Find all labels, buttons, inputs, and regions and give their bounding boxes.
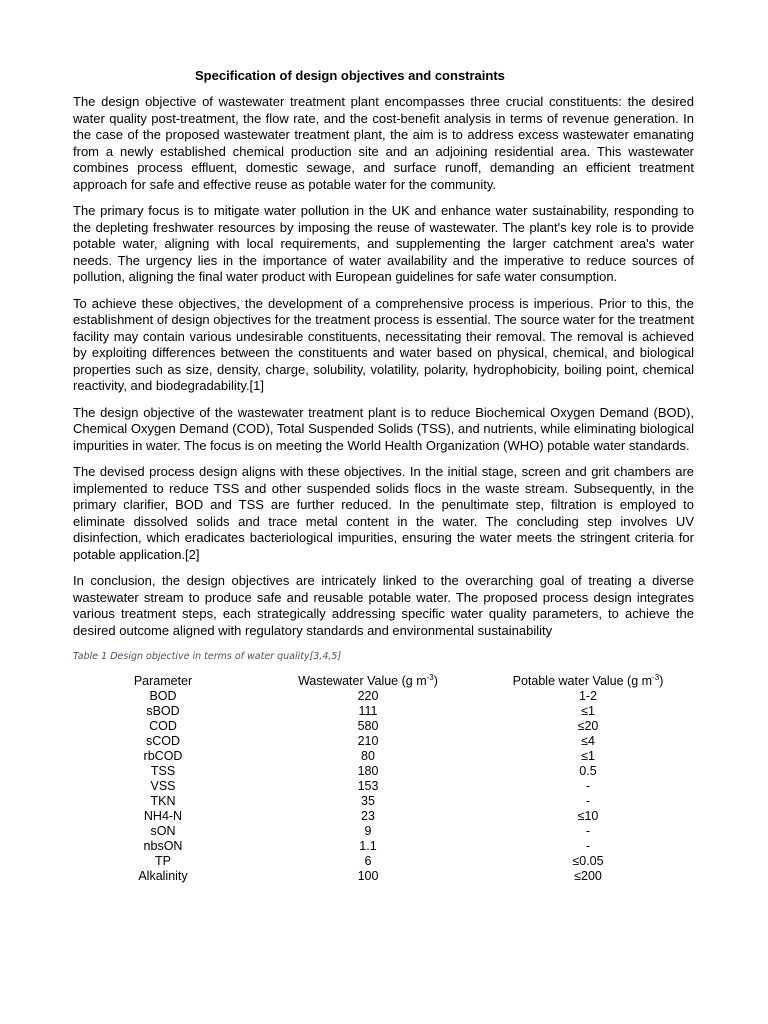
document-page	[73, 68, 694, 884]
table-row	[73, 764, 693, 779]
cell-potable: ≤4	[581, 734, 595, 748]
table-row	[73, 704, 693, 719]
cell-potable: -	[585, 794, 591, 808]
cell-parameter: sCOD	[145, 734, 181, 748]
cell-potable: ≤10	[577, 809, 599, 823]
cell-potable: 0.5	[579, 764, 597, 778]
cell-wastewater: 220	[357, 689, 379, 703]
table-row	[73, 749, 693, 764]
cell-wastewater: 111	[358, 704, 378, 718]
paragraph: In conclusion, the design objectives are intricately linked to the overarching goal of treating a diverse wastewater stream to produce safe and reusable potable water. The proposed process design integrates various treatment steps, each strategically addressing specific water quality parameters, to achieve the desired outcome aligned with regulatory standards and environmental sustainability	[73, 573, 694, 638]
cell-potable: ≤200	[574, 869, 602, 883]
cell-parameter: VSS	[150, 779, 176, 793]
paragraph: The devised process design aligns with these objectives. In the initial stage, screen and grit chambers are implemented to reduce TSS and other suspended solids flocs in the waste stream. Subsequently, in the primary clarifier, BOD and TSS are further reduced. In the penultimate step, filtration is employed to eliminate dissolved solids and trace metal content in the water. The concluding step involves UV disinfection, which eradicates bacteriological impurities, ensuring the water meets the stringent criteria for potable application.[2]	[73, 464, 694, 562]
cell-wastewater: 1.1	[359, 839, 377, 853]
cell-wastewater: 180	[357, 764, 379, 778]
cell-potable: ≤1	[581, 749, 595, 763]
water-quality-table	[73, 673, 693, 884]
table-row	[73, 779, 693, 794]
cell-wastewater: 9	[364, 824, 372, 838]
cell-parameter: Alkalinity	[138, 869, 188, 883]
cell-wastewater: 80	[361, 749, 375, 763]
cell-potable: ≤20	[577, 719, 599, 733]
table-caption: Table 1 Design objective in terms of water quality[3,4,5]	[73, 651, 342, 662]
table-row	[73, 719, 693, 734]
cell-parameter: sBOD	[146, 704, 180, 718]
cell-parameter: nbsON	[143, 839, 183, 853]
section-title: Specification of design objectives and constraints	[195, 68, 505, 83]
cell-wastewater: 210	[357, 734, 379, 748]
cell-potable: ≤1	[581, 704, 595, 718]
cell-parameter: TP	[155, 854, 171, 868]
table-row	[73, 689, 693, 704]
cell-parameter: BOD	[149, 689, 177, 703]
table-header-row	[73, 673, 693, 689]
cell-parameter: COD	[149, 719, 177, 733]
paragraph: To achieve these objectives, the development of a comprehensive process is imperious. Prior to this, the establishment of design objectives for the treatment process is essential. The source water for the treatment facility may contain various undesirable constituents, necessitating their removal. The removal is achieved by exploiting differences between the constituents and water based on physical, chemical, and biological properties such as size, density, charge, solubility, volatility, polarity, hydrophobicity, boiling point, chemical reactivity, and biodegradability.[1]	[73, 295, 694, 393]
cell-wastewater: 100	[357, 869, 379, 883]
table-row	[73, 809, 693, 824]
header-wastewater: Wastewater Value (g $m^{-3}$)	[298, 672, 438, 688]
table-row	[73, 839, 693, 854]
table-row	[73, 734, 693, 749]
cell-parameter: rbCOD	[143, 749, 183, 763]
cell-parameter: TSS	[150, 764, 176, 778]
cell-potable: ≤0.05	[572, 854, 604, 868]
header-potable: Potable water Value (g $m^{-3}$)	[512, 672, 664, 688]
table-row	[73, 854, 693, 869]
paragraph: The design objective of wastewater treatment plant encompasses three crucial constituents: the desired water quality post-treatment, the flow rate, and the cost-benefit analysis in terms of revenue generation. In the case of the proposed wastewater treatment plant, the aim is to address excess wastewater emanating from a newly established chemical production site and an adjoining residential area. This wastewater combines process effluent, domestic sewage, and surface runoff, demanding an efficient treatment approach for safe and effective reuse as potable water for the community.	[73, 94, 694, 192]
cell-parameter: NH4-N	[143, 809, 183, 823]
cell-potable: -	[585, 839, 591, 853]
cell-parameter: sON	[150, 824, 176, 838]
paragraph: The design objective of the wastewater treatment plant is to reduce Biochemical Oxygen Demand (BOD), Chemical Oxygen Demand (COD), Total Suspended Solids (TSS), and nutrients, while eliminating biological impurities in water. The focus is on meeting the World Health Organization (WHO) potable water standards.	[73, 404, 694, 453]
cell-wastewater: 580	[357, 719, 379, 733]
header-parameter: Parameter	[133, 674, 193, 688]
cell-wastewater: 6	[364, 854, 372, 868]
table-row	[73, 824, 693, 839]
paragraph: The primary focus is to mitigate water pollution in the UK and enhance water sustainability, responding to the depleting freshwater resources by imposing the reuse of wastewater. The plant's key role is to provide potable water, aligning with local requirements, and supplementing the larger catchment area's water needs. The urgency lies in the importance of water availability and the imperative to reduce sources of pollution, aligning the final water product with European guidelines for safe water consumption.	[73, 203, 694, 284]
cell-wastewater: 153	[357, 779, 379, 793]
cell-parameter: TKN	[150, 794, 176, 808]
table-row	[73, 869, 693, 884]
cell-potable: -	[585, 779, 591, 793]
cell-potable: -	[585, 824, 591, 838]
table-row	[73, 794, 693, 809]
cell-wastewater: 35	[361, 794, 375, 808]
cell-wastewater: 23	[361, 809, 375, 823]
cell-potable: 1-2	[578, 689, 598, 703]
